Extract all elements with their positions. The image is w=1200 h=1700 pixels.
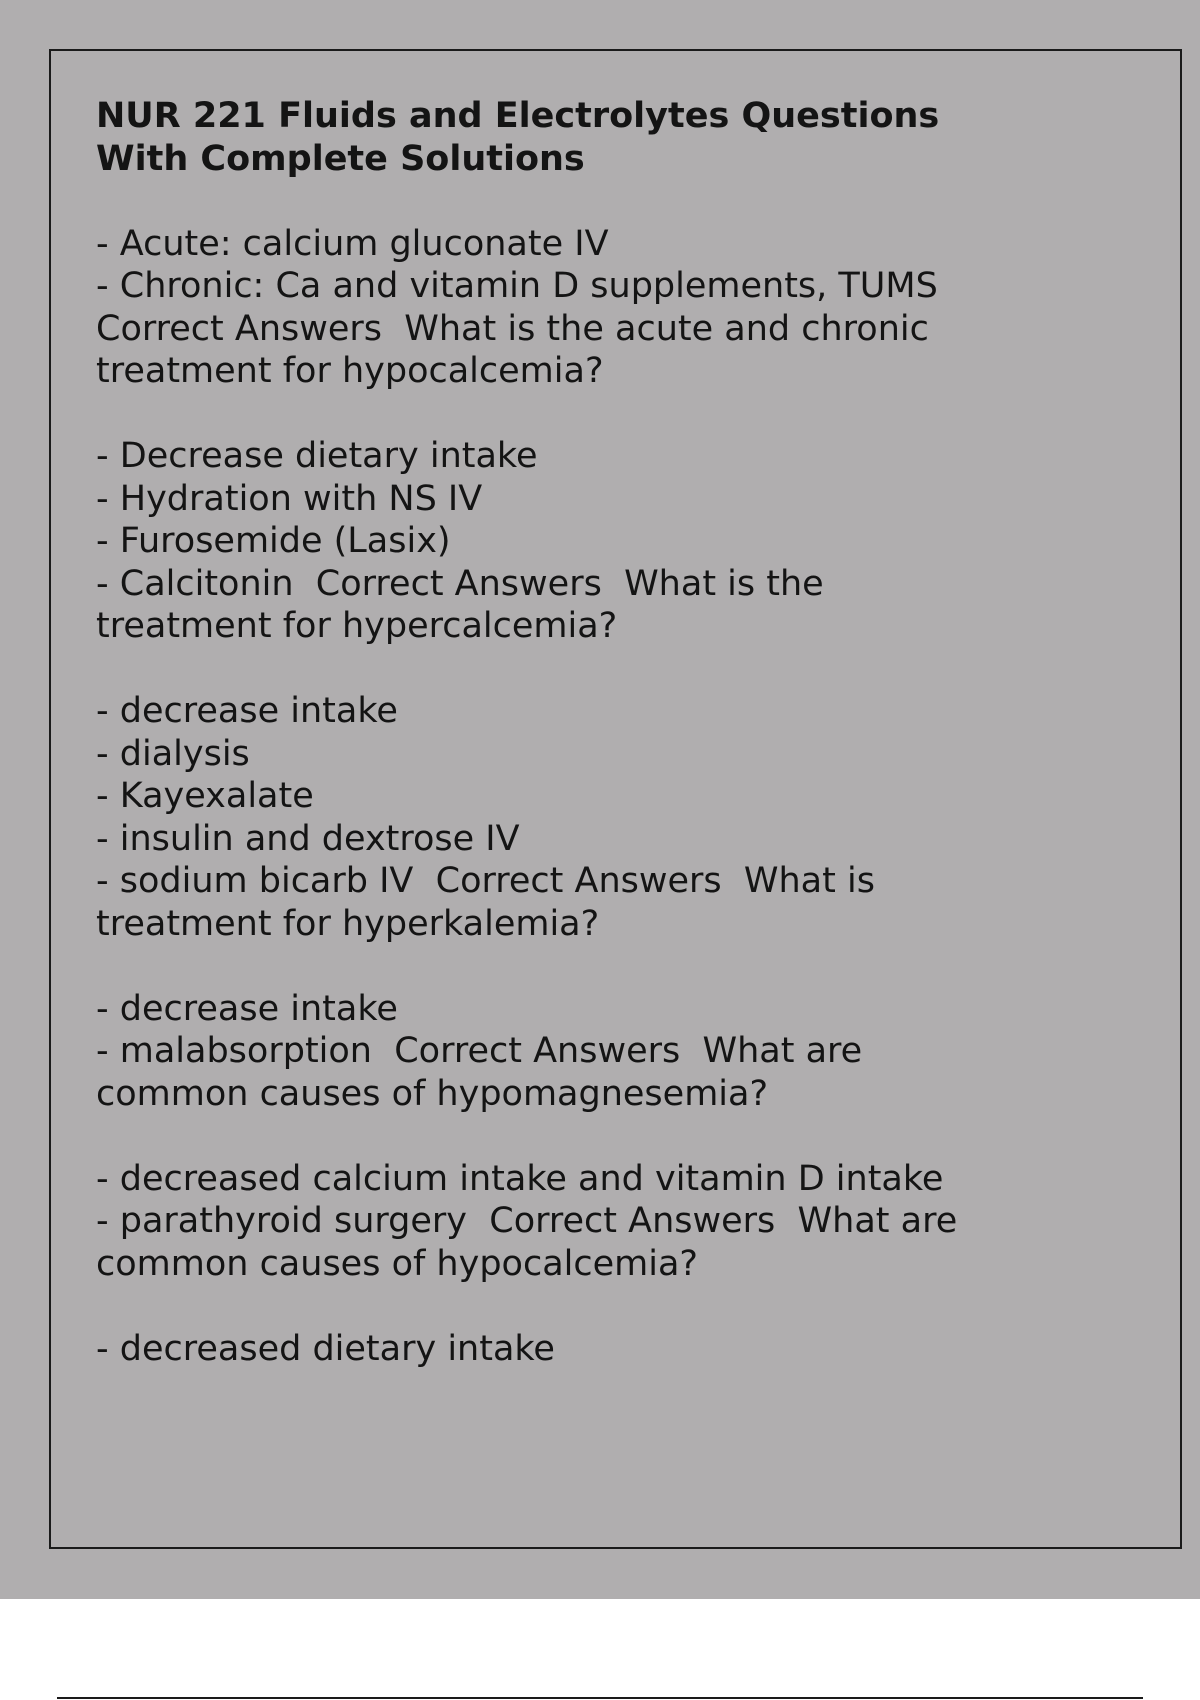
qa-line: - Hydration with NS IV bbox=[96, 478, 483, 519]
qa-block bbox=[96, 1158, 1076, 1286]
qa-line: - Decrease dietary intake bbox=[96, 436, 538, 476]
footer-divider bbox=[57, 1697, 1143, 1699]
qa-line: - malabsorption Correct Answers What are bbox=[96, 1031, 863, 1071]
qa-line: - decrease intake bbox=[96, 988, 398, 1029]
title-line: NUR 221 Fluids and Electrolytes Questions bbox=[96, 96, 940, 136]
qa-line: - dialysis bbox=[96, 733, 250, 774]
qa-line: treatment for hypocalcemia? bbox=[96, 351, 604, 391]
qa-line: - parathyroid surgery Correct Answers What are bbox=[96, 1201, 958, 1241]
qa-line: treatment for hyperkalemia? bbox=[96, 903, 600, 944]
document-content bbox=[96, 95, 1076, 1370]
qa-line: - sodium bicarb IV Correct Answers What is bbox=[96, 861, 875, 901]
qa-line: - decreased calcium intake and vitamin D intake bbox=[96, 1158, 944, 1199]
qa-block bbox=[96, 988, 1076, 1116]
qa-line: - Calcitonin Correct Answers What is the bbox=[96, 563, 824, 604]
qa-line: - Furosemide (Lasix) bbox=[96, 521, 451, 561]
qa-line: - Acute: calcium gluconate IV bbox=[96, 223, 609, 264]
qa-line: common causes of hypomagnesemia? bbox=[96, 1073, 769, 1114]
qa-block bbox=[96, 435, 1076, 648]
qa-line: - insulin and dextrose IV bbox=[96, 818, 520, 859]
title-line: With Complete Solutions bbox=[96, 138, 585, 179]
qa-block bbox=[96, 1328, 1076, 1371]
qa-line: - Chronic: Ca and vitamin D supplements, TUMS bbox=[96, 266, 938, 306]
qa-line: common causes of hypocalcemia? bbox=[96, 1243, 698, 1284]
qa-line: - decreased dietary intake bbox=[96, 1328, 555, 1369]
qa-block bbox=[96, 223, 1076, 393]
qa-line: - Kayexalate bbox=[96, 776, 314, 816]
document-title bbox=[96, 95, 1076, 180]
qa-line: - decrease intake bbox=[96, 691, 398, 731]
qa-block bbox=[96, 690, 1076, 945]
qa-line: Correct Answers What is the acute and chronic bbox=[96, 308, 929, 349]
qa-line: treatment for hypercalcemia? bbox=[96, 606, 618, 646]
